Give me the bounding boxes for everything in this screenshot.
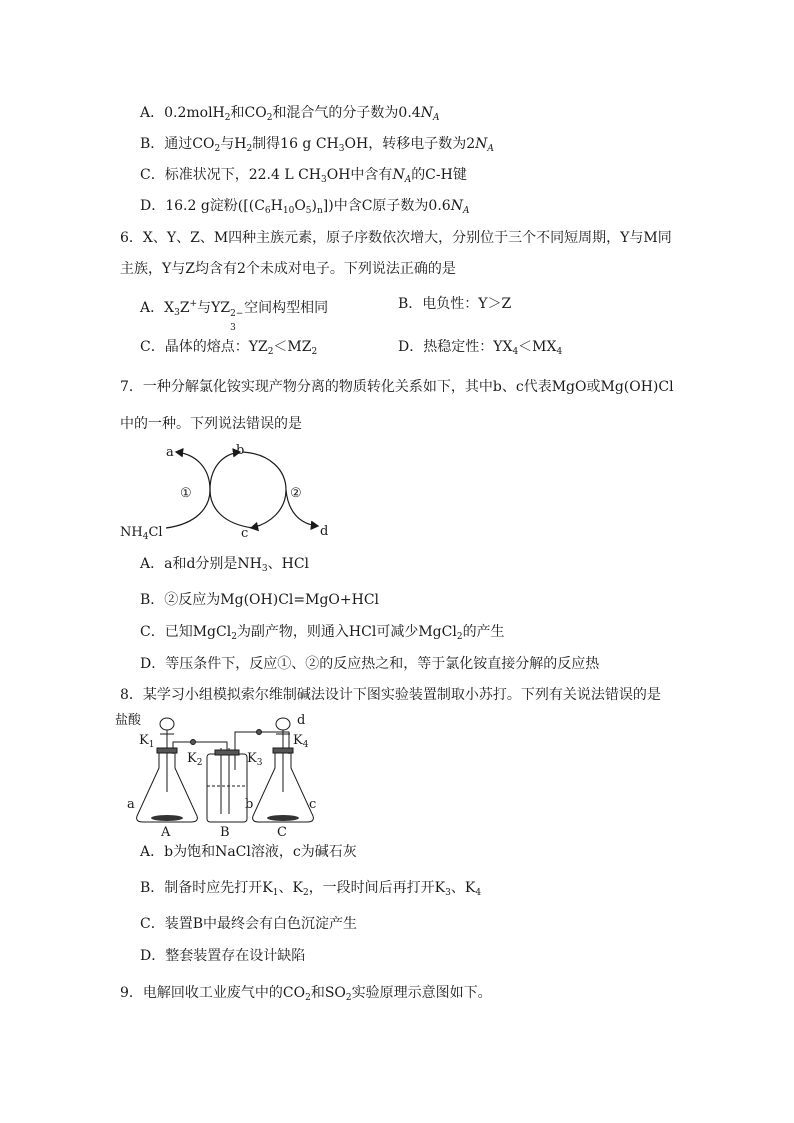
q8-label-B: B bbox=[220, 825, 230, 838]
q5-option-d: D．16.2 g淀粉$([(C_6H_{10}O_5)_n])$中含C原子数为$0.6N_A$ bbox=[140, 198, 470, 216]
q8-label-d: d bbox=[297, 713, 306, 728]
q7-option-b: B．②反应为Mg(OH)Cl=MgO+HCl bbox=[140, 592, 380, 608]
q7-option-a: A．a和d分别是$NH_3$、HCl bbox=[140, 556, 310, 574]
q8-label-A: A bbox=[161, 825, 171, 838]
q7-label-nh4cl: $NH_4Cl$ bbox=[120, 525, 163, 542]
q7-stem-line1: 7．一种分解氯化铵实现产物分离的物质转化关系如下，其中b、c代表MgO或Mg(OH)Cl bbox=[120, 379, 674, 395]
q7-label-reaction-1: ① bbox=[180, 486, 192, 501]
q8-apparatus-diagram bbox=[115, 710, 335, 838]
q8-option-d: D．整套装置存在设计缺陷 bbox=[140, 948, 306, 964]
q8-label-c: c bbox=[309, 797, 317, 812]
q9-stem: 9．电解回收工业废气中的$CO_2$和$SO_2$实验原理示意图如下。 bbox=[120, 985, 492, 1003]
q8-label-a: a bbox=[127, 797, 135, 812]
q7-label-c: c bbox=[241, 526, 249, 541]
q7-label-d: d bbox=[320, 524, 329, 539]
q6-option-a: A．$X_3Z^+$与YZ 2− 3 空间构型相同 bbox=[140, 299, 329, 333]
q6-option-d: D．热稳定性：$YX_4<MX_4$ bbox=[398, 339, 563, 357]
q8-option-a: A．b为饱和NaCl溶液，c为碱石灰 bbox=[140, 844, 357, 860]
q7-label-reaction-2: ② bbox=[290, 486, 302, 501]
q6-stem-line1: 6．X、Y、Z、M四种主族元素，原子序数依次增大，分别位于三个不同短周期，Y与M同 bbox=[120, 230, 672, 246]
q5-option-b: B．通过$CO_2$与$H_2$制得16 g $CH_3OH$，转移电子数为$2N_A$ bbox=[140, 136, 494, 154]
q6-stem-line2: 主族，Y与Z均含有2个未成对电子。下列说法正确的是 bbox=[120, 261, 456, 277]
q8-label-b: b bbox=[245, 797, 254, 812]
q8-option-c: C．装置B中最终会有白色沉淀产生 bbox=[140, 916, 357, 932]
q8-label-k1: $K_1$ bbox=[139, 733, 155, 750]
q8-label-k4: $K_4$ bbox=[293, 733, 309, 750]
q8-label-acid: 盐酸 bbox=[115, 713, 142, 728]
q8-option-b: B．制备时应先打开$K_1$、$K_2$，一段时间后再打开$K_3$、$K_4$ bbox=[140, 880, 482, 898]
q8-label-k2: $K_2$ bbox=[187, 751, 203, 768]
q6-option-c: C．晶体的熔点：$YZ_2<MZ_2$ bbox=[140, 339, 318, 357]
q5-option-c: C．标准状况下，22.4 L $CH_3OH$中含有$N_A$的C-H键 bbox=[140, 167, 467, 185]
q5-option-a: A．0.2molH$_2$和$CO_2$和混合气的分子数为$0.4N_A$ bbox=[140, 105, 440, 123]
q7-label-a: a bbox=[166, 445, 174, 460]
q7-option-c: C．已知MgCl$_2$为副产物，则通入HCl可减少MgCl$_2$的产生 bbox=[140, 624, 505, 642]
q7-cycle-diagram bbox=[118, 440, 338, 545]
q8-stem: 8．某学习小组模拟索尔维制碱法设计下图实验装置制取小苏打。下列有关说法错误的是 bbox=[120, 687, 661, 703]
q8-label-C: C bbox=[277, 825, 287, 838]
q7-label-b: b bbox=[236, 443, 245, 458]
q8-label-k3: $K_3$ bbox=[247, 751, 263, 768]
q7-stem-line2: 中的一种。下列说法错误的是 bbox=[120, 416, 302, 432]
q6-option-b: B．电负性：Y＞Z bbox=[398, 296, 512, 312]
q7-option-d: D．等压条件下，反应①、②的反应热之和，等于氯化铵直接分解的反应热 bbox=[140, 656, 600, 672]
